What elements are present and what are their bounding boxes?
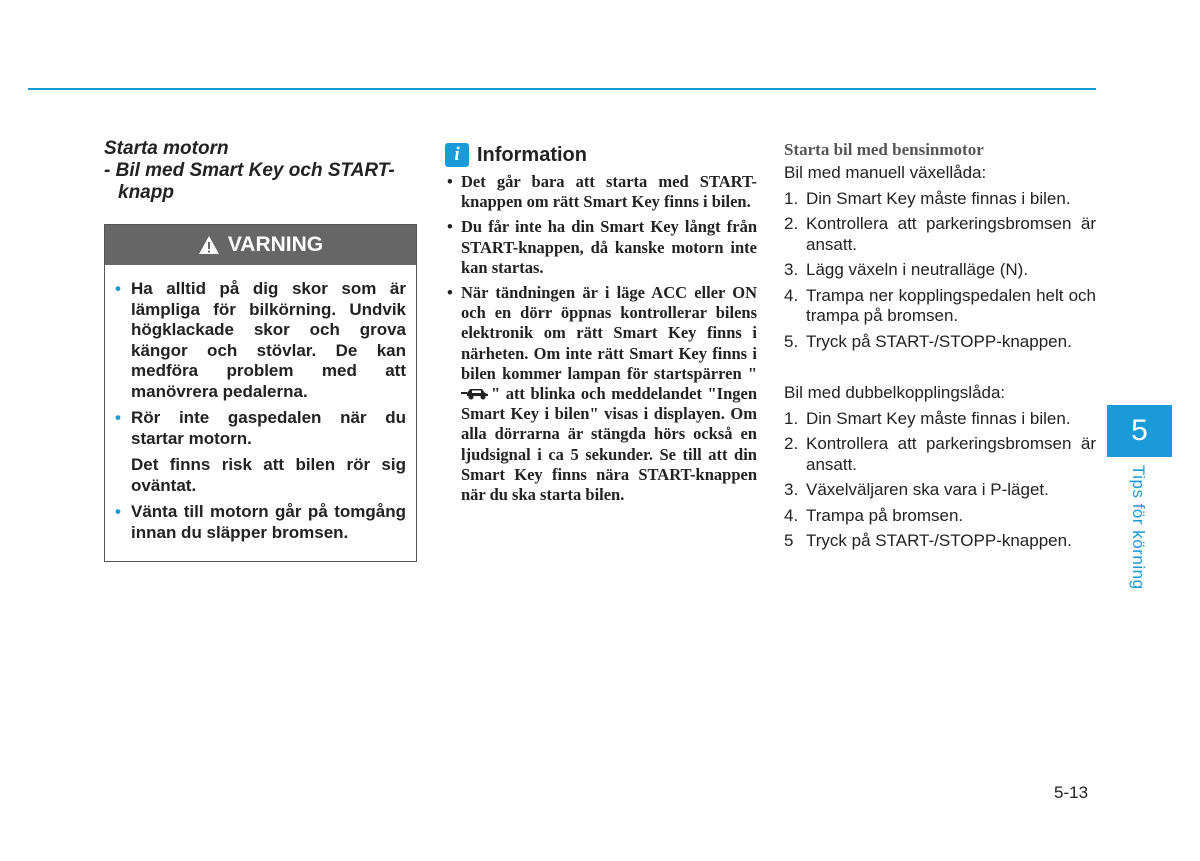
bullet-icon: •	[115, 502, 121, 521]
list-item: 5. Tryck på START-/STOPP-knappen.	[784, 331, 1072, 351]
dct-intro: Bil med dubbelkopplingslåda:	[784, 383, 1006, 402]
warning-body	[105, 265, 416, 561]
chapter-tab[interactable]: 5	[1107, 405, 1172, 457]
bullet-icon: •	[447, 217, 453, 237]
warning-item: • Rör inte gaspedalen när du startar motorn.	[115, 408, 406, 448]
list-item: 3. Växelväljaren ska vara i P-läget.	[784, 480, 1049, 499]
bullet-icon: •	[115, 279, 121, 298]
info-icon: i	[445, 143, 469, 167]
list-item: 1. Din Smart Key måste finnas i bilen.	[784, 188, 1071, 208]
warning-item: • Ha alltid på dig skor som är lämpliga för bilkörning. Undvik högklackade skor och grova kängor och stövlar. De kan medföra problem med att manövrera pedalerna.	[115, 279, 406, 401]
chapter-title: Tips för körning	[1129, 465, 1148, 590]
warning-header	[105, 225, 416, 265]
list-item: 4. Trampa på bromsen.	[784, 505, 964, 525]
section-subtitle: - Bil med Smart Key och START-knapp	[104, 160, 395, 203]
warning-label: VARNING	[227, 233, 324, 256]
right-column	[784, 139, 1096, 557]
warning-item: • Vänta till motorn går på tomgång innan du släpper bromsen.	[115, 502, 406, 542]
section-title: Starta motorn	[104, 138, 229, 159]
warning-box	[104, 224, 417, 562]
info-item: • När tändningen är i läge ACC eller ON och en dörr öppnas kontrollerar bilens elektronik om rätt Smart Key finns i närheten. Om inte rätt Smart Key finns i bilen kommer lampan för startspärren "" att blinka och meddelandet "Ingen Smart Key i bilen" visas i displayen. Om alla dörrarna är stängda hörs också en ljudsignal i ca 5 sekunder. Se till att din Smart Key finns nära START-knappen när du ska starta bilen.	[447, 283, 757, 505]
manual-intro: Bil med manuell växellåda:	[784, 163, 987, 182]
middle-column	[445, 143, 757, 510]
bullet-icon: •	[447, 283, 453, 303]
bullet-icon: •	[447, 172, 453, 191]
list-item: 5 Tryck på START-/STOPP-knappen.	[784, 531, 1072, 550]
info-header	[445, 143, 757, 167]
info-item: • Det går bara att starta med START-knappen om rätt Smart Key finns i bilen.	[447, 172, 757, 212]
page-number: 5-13	[1054, 783, 1089, 802]
left-column	[104, 138, 416, 562]
list-item: 1. Din Smart Key måste finnas i bilen.	[784, 408, 1071, 428]
info-item: • Du får inte ha din Smart Key långt från START-knappen, då kanske motorn inte kan startas.	[447, 217, 757, 277]
top-rule	[28, 88, 1096, 90]
warning-item-extra: Det finns risk att bilen rör sig oväntat.	[131, 455, 406, 495]
procedure-heading: Starta bil med bensinmotor	[784, 140, 984, 159]
list-item: 2. Kontrollera att parkeringsbromsen är ansatt.	[784, 434, 1096, 474]
list-item: 3. Lägg växeln i neutralläge (N).	[784, 260, 1029, 279]
warning-triangle-icon	[198, 235, 220, 255]
car-key-icon	[461, 386, 491, 400]
bullet-icon: •	[115, 408, 121, 427]
list-item: 2. Kontrollera att parkeringsbromsen är ansatt.	[784, 214, 1096, 254]
list-item: 4. Trampa ner kopplingspedalen helt och trampa på bromsen.	[784, 285, 1096, 325]
info-title: Information	[477, 143, 587, 166]
